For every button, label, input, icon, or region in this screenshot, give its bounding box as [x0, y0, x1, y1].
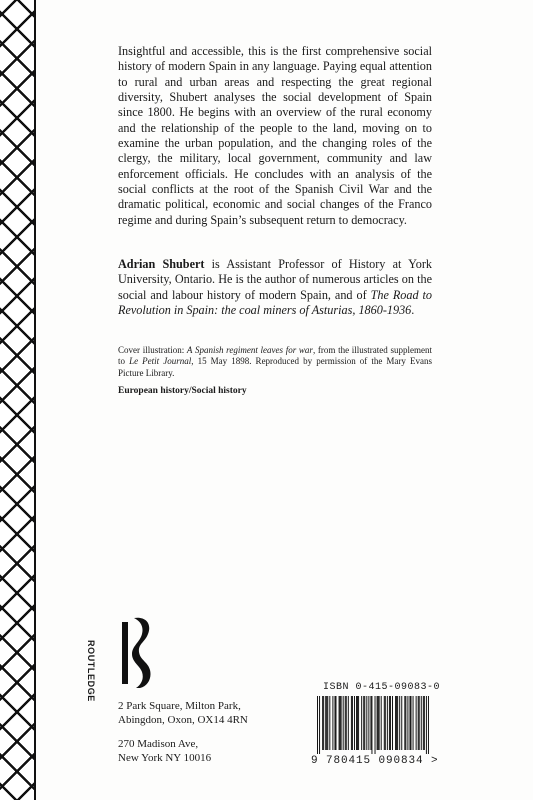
- author-name: Adrian Shubert: [118, 257, 205, 271]
- subject-category: European history/Social history: [118, 386, 247, 396]
- decorative-pattern-strip: [0, 0, 34, 800]
- bio-end: .: [411, 303, 415, 318]
- credit-middle: , from the illustrated supplement to: [118, 345, 432, 367]
- address-us-line2: New York NY 10016: [118, 752, 212, 764]
- address-uk-line2: Abingdon, Oxon, OX14 4RN: [118, 714, 248, 726]
- barcode-icon: [317, 696, 429, 754]
- address-us: [118, 737, 211, 765]
- illustration-source: Le Petit Journal: [129, 356, 192, 367]
- credit-prefix: Cover illustration:: [118, 345, 187, 355]
- bio-text: is Assistant Professor of History at York University, Ontario. He is the author of numerous articles on the social and labour history of modern Spain, and of: [118, 257, 432, 302]
- blurb-paragraph: Insightful and accessible, this is the first comprehensive social history of modern Spain in any language. Paying equal attention to rural and urban areas and respecting the great regional diversity, Shubert analyses the social development of Spain since 1800. He begins with an overview of the rural economy and the relationship of the people to the land, moving on to examine the urban population, and the changing roles of the clergy, the military, local government, community and law enforcement officials. He concludes with an analysis of the social conflicts at the root of the Spanish Civil War and the dramatic political, economic and social changes of the Franco regime and during Spain’s subsequent return to democracy.: [118, 44, 432, 227]
- address-uk: [118, 699, 248, 727]
- illustration-title: A Spanish regiment leaves for war: [186, 345, 313, 355]
- routledge-logo-icon: [112, 612, 162, 692]
- cover-illustration-credit: [118, 345, 432, 379]
- isbn-label: ISBN 0-415-09083-0: [323, 682, 441, 693]
- strip-border: [34, 0, 36, 800]
- credit-suffix: , 15 May 1898. Reproduced by permission of the Mary Evans Picture Library.: [118, 356, 432, 378]
- address-us-line1: 270 Madison Ave,: [118, 738, 199, 750]
- routledge-wordmark: ROUTLEDGE: [86, 640, 96, 702]
- address-uk-line1: 2 Park Square, Milton Park,: [118, 700, 241, 712]
- author-bio: [118, 257, 432, 318]
- book-title: The Road to Revolution in Spain: the coal miners of Asturias, 1860-1936: [118, 287, 432, 318]
- barcode-number: 9 780415 090834 >: [311, 755, 439, 767]
